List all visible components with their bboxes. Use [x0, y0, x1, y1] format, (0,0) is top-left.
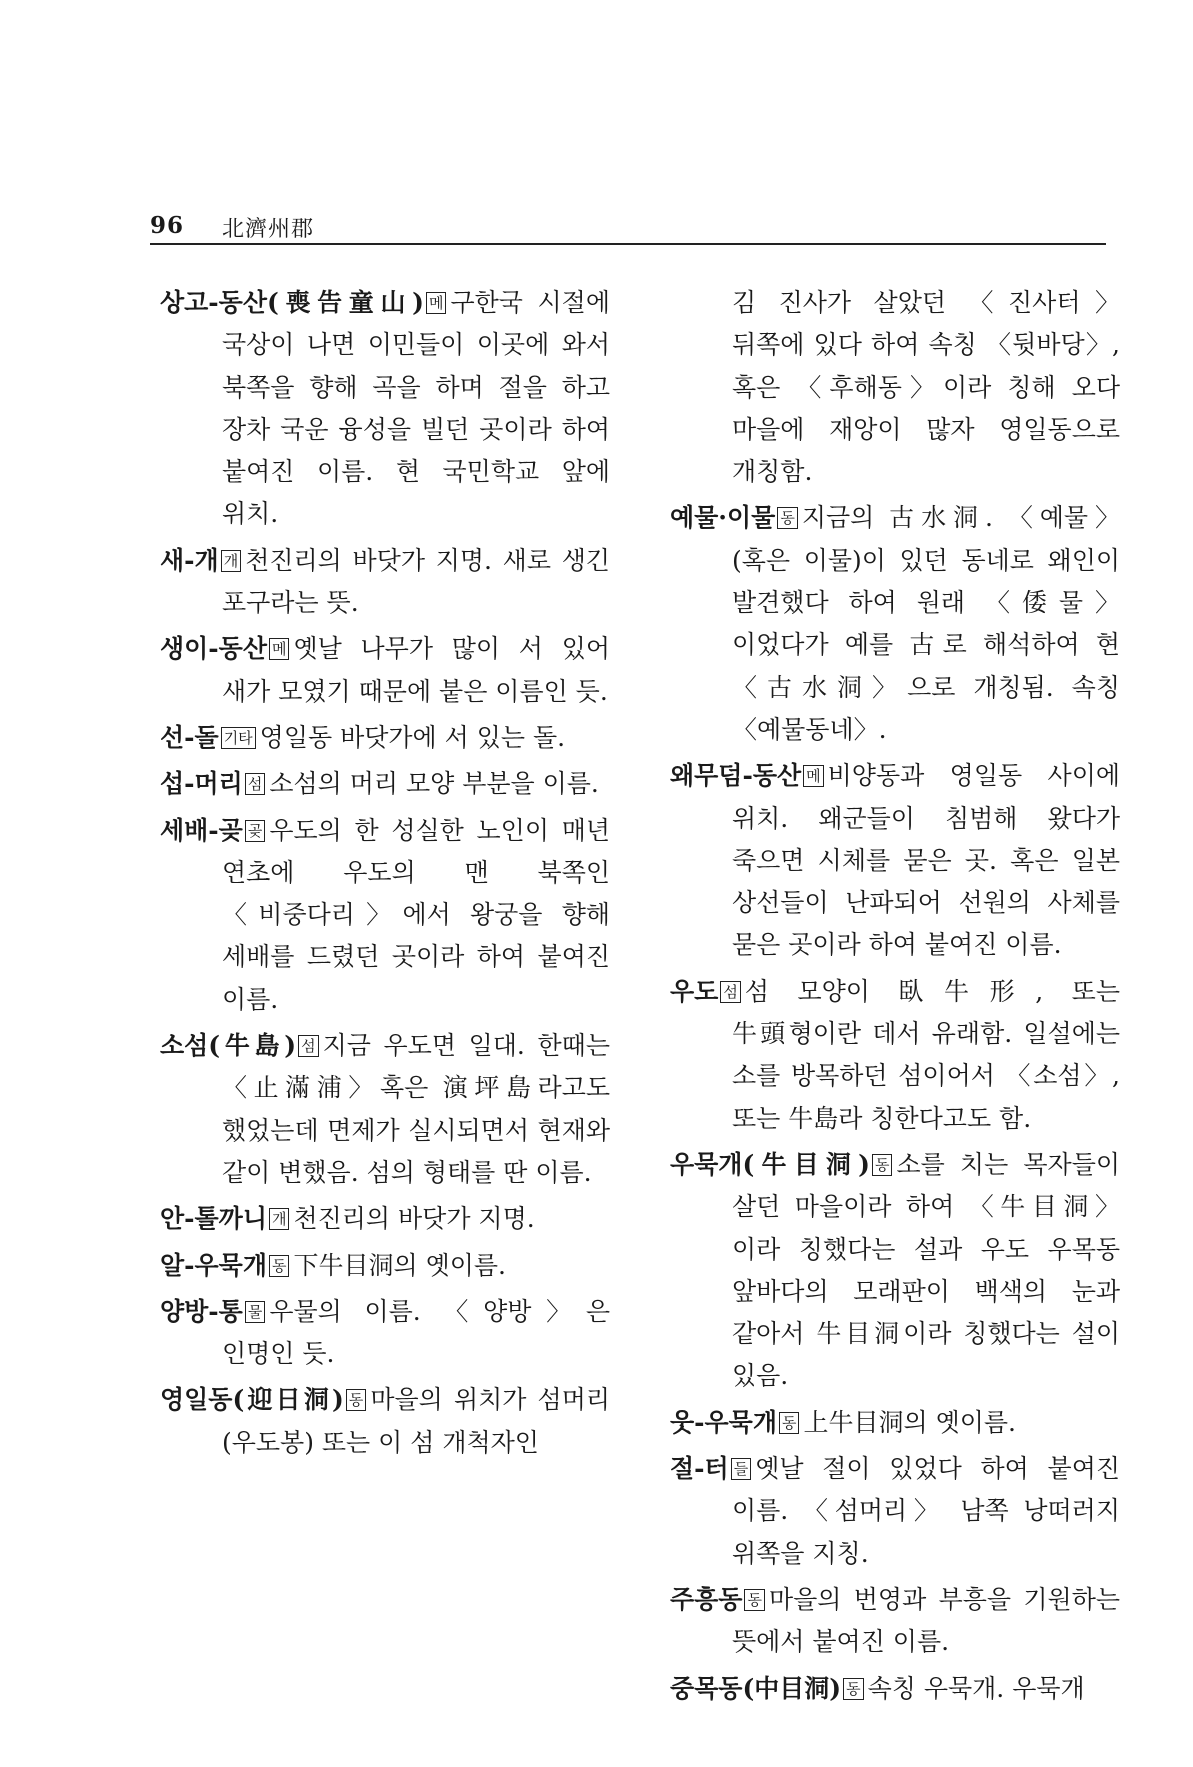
entry-term: 알-우묵개: [160, 1250, 267, 1280]
entry-text: 마을의 번영과 부흥을 기원하는 뜻에서 붙여진 이름.: [732, 1584, 1120, 1657]
entry-term: 우도: [670, 976, 719, 1006]
entry-term: 우묵개(牛目洞): [670, 1149, 870, 1179]
entry-text: 천진리의 바닷가 지명. 새로 생긴 포구라는 뜻.: [222, 545, 610, 618]
category-badge: 메: [269, 638, 290, 660]
entry-text: 우도의 한 성실한 노인이 매년 연초에 우도의 맨 북쪽인 〈비중다리〉에서 왕궁을 향해 세배를 드렸던 곳이라 하여 붙여진 이름.: [222, 815, 610, 1014]
entry-text: 지금 우도면 일대. 한때는 〈止滿浦〉혹은 演坪島라고도 했었는데 면제가 실시되면서 현재와 같이 변했음. 섬의 형태를 딴 이름.: [222, 1031, 610, 1187]
glossary-entry: [160, 1198, 610, 1240]
entry-term: 예물·이물: [670, 503, 776, 533]
category-badge: 동: [777, 507, 798, 529]
entry-text: 소를 치는 목자들이 살던 마을이라 하여 〈牛目洞〉이라 칭했다는 설과 우도 우목동 앞바다의 모래판이 백색의 눈과 같아서 牛目洞이라 칭했다는 설이 있음.: [732, 1149, 1120, 1391]
entry-text: 소섬의 머리 모양 부분을 이름.: [269, 769, 599, 799]
glossary-entry: [670, 497, 1120, 751]
glossary-entry: [670, 1402, 1120, 1444]
entry-text: 영일동 바닷가에 서 있는 돌.: [259, 722, 566, 752]
glossary-entry: [160, 282, 610, 536]
entry-term: 세배-곶: [160, 815, 243, 845]
category-badge: 동: [346, 1389, 367, 1411]
category-badge: 메: [426, 292, 447, 314]
category-badge: 동: [843, 1678, 864, 1700]
entry-term: 주흥동: [670, 1584, 743, 1614]
glossary-entry: [160, 1379, 610, 1464]
entry-term: 왜무덤-동산: [670, 761, 802, 791]
category-badge: 동: [872, 1154, 893, 1176]
category-badge: 섬: [720, 981, 741, 1003]
entry-text: 비양동과 영일동 사이에 위치. 왜군들이 침범해 왔다가 죽으면 시체를 묻은 곳. 혹은 일본 상선들이 난파되어 선원의 사체를 묻은 곳이라 하여 붙여진 이름.: [732, 761, 1120, 960]
glossary-entry: [160, 1025, 610, 1194]
entry-text: 구한국 시절에 국상이 나면 이민들이 이곳에 와서 북쪽을 향해 곡을 하며 절을 하고 장차 국운 융성을 빌던 곳이라 하여 붙여진 이름. 현 국민학교 앞에 위치.: [222, 288, 610, 529]
glossary-entry: [670, 1579, 1120, 1664]
page-number: 96: [150, 212, 185, 239]
left-column: [160, 282, 610, 1468]
glossary-entry: [160, 1291, 610, 1376]
entry-term: 새-개: [160, 545, 219, 575]
category-badge: 동: [269, 1255, 290, 1277]
category-badge: 메: [803, 765, 824, 787]
entry-text: 천진리의 바닷가 지명.: [293, 1204, 535, 1234]
entry-term: 안-톨까니: [160, 1204, 267, 1234]
category-badge: 물: [245, 1301, 266, 1323]
category-badge: 곶: [245, 820, 266, 842]
entry-term: 중목동(中目洞): [670, 1673, 842, 1703]
category-badge: 동: [779, 1412, 800, 1434]
category-badge: 개: [269, 1208, 290, 1230]
category-badge: 동: [744, 1589, 765, 1611]
category-badge: 들: [731, 1458, 752, 1480]
category-badge: 기타: [221, 727, 256, 749]
category-badge: 섬: [298, 1035, 319, 1057]
entry-term: 양방-통: [160, 1296, 243, 1326]
glossary-entry: [160, 763, 610, 805]
entry-text: 上牛目洞의 옛이름.: [803, 1407, 1016, 1437]
header-rule: [150, 243, 1106, 245]
glossary-entry: [160, 628, 610, 713]
entry-term: 섭-머리: [160, 769, 243, 799]
entry-term: 절-터: [670, 1454, 729, 1484]
entry-term: 영일동(迎日洞): [160, 1385, 344, 1415]
entry-term: 소섬(牛島): [160, 1031, 297, 1061]
category-badge: 섬: [245, 773, 266, 795]
glossary-entry: [160, 717, 610, 759]
entry-text: 마을의 위치가 섬머리(우도봉) 또는 이 섬 개척자인: [222, 1385, 610, 1457]
entry-term: 상고-동산(喪告童山): [160, 288, 424, 317]
entry-text: 속칭 우묵개. 우묵개: [867, 1673, 1085, 1703]
entry-text: 옛날 절이 있었다 하여 붙여진 이름. 〈섬머리〉 남쪽 낭떠러지 위쪽을 지칭.: [732, 1454, 1120, 1568]
glossary-entry: [670, 1448, 1120, 1575]
glossary-entry: [670, 755, 1120, 966]
entry-text: 下牛目洞의 옛이름.: [293, 1250, 506, 1280]
glossary-entry: [670, 1668, 1120, 1710]
glossary-entry: [670, 971, 1120, 1140]
glossary-entry: [160, 810, 610, 1021]
glossary-entry: [670, 1144, 1120, 1398]
right-column: [670, 282, 1120, 1714]
entry-term: 생이-동산: [160, 634, 267, 664]
page-header: [150, 208, 1110, 244]
entry-text: 김 진사가 살았던 〈진사터〉 뒤쪽에 있다 하여 속칭 〈뒷바당〉, 혹은 〈후해동〉이라 칭해 오다 마을에 재앙이 많자 영일동으로 개칭함.: [732, 288, 1120, 487]
entry-term: 선-돌: [160, 722, 219, 752]
entry-text: 지금의 古水洞. 〈예물〉(혹은 이물)이 있던 동네로 왜인이 발견했다 하여 원래 〈倭물〉이었다가 예를 古로 해석하여 현 〈古水洞〉으로 개칭됨. 속칭 〈예물동네〉.: [732, 503, 1120, 744]
glossary-entry: [160, 540, 610, 625]
glossary-entry: [160, 1245, 610, 1287]
entry-text: 우물의 이름. 〈양방〉은 인명인 듯.: [222, 1296, 610, 1369]
running-title: 北濟州郡: [222, 217, 315, 242]
entry-text: 옛날 나무가 많이 서 있어 새가 모였기 때문에 붙은 이름인 듯.: [222, 634, 610, 706]
entry-term: 웃-우묵개: [670, 1407, 777, 1437]
glossary-entry-continued: [670, 282, 1120, 493]
category-badge: 개: [221, 550, 242, 572]
entry-text: 섬 모양이 臥牛形, 또는 牛頭형이란 데서 유래함. 일설에는 소를 방목하던 섬이어서 〈소섬〉, 또는 牛島라 칭한다고도 함.: [732, 976, 1120, 1133]
